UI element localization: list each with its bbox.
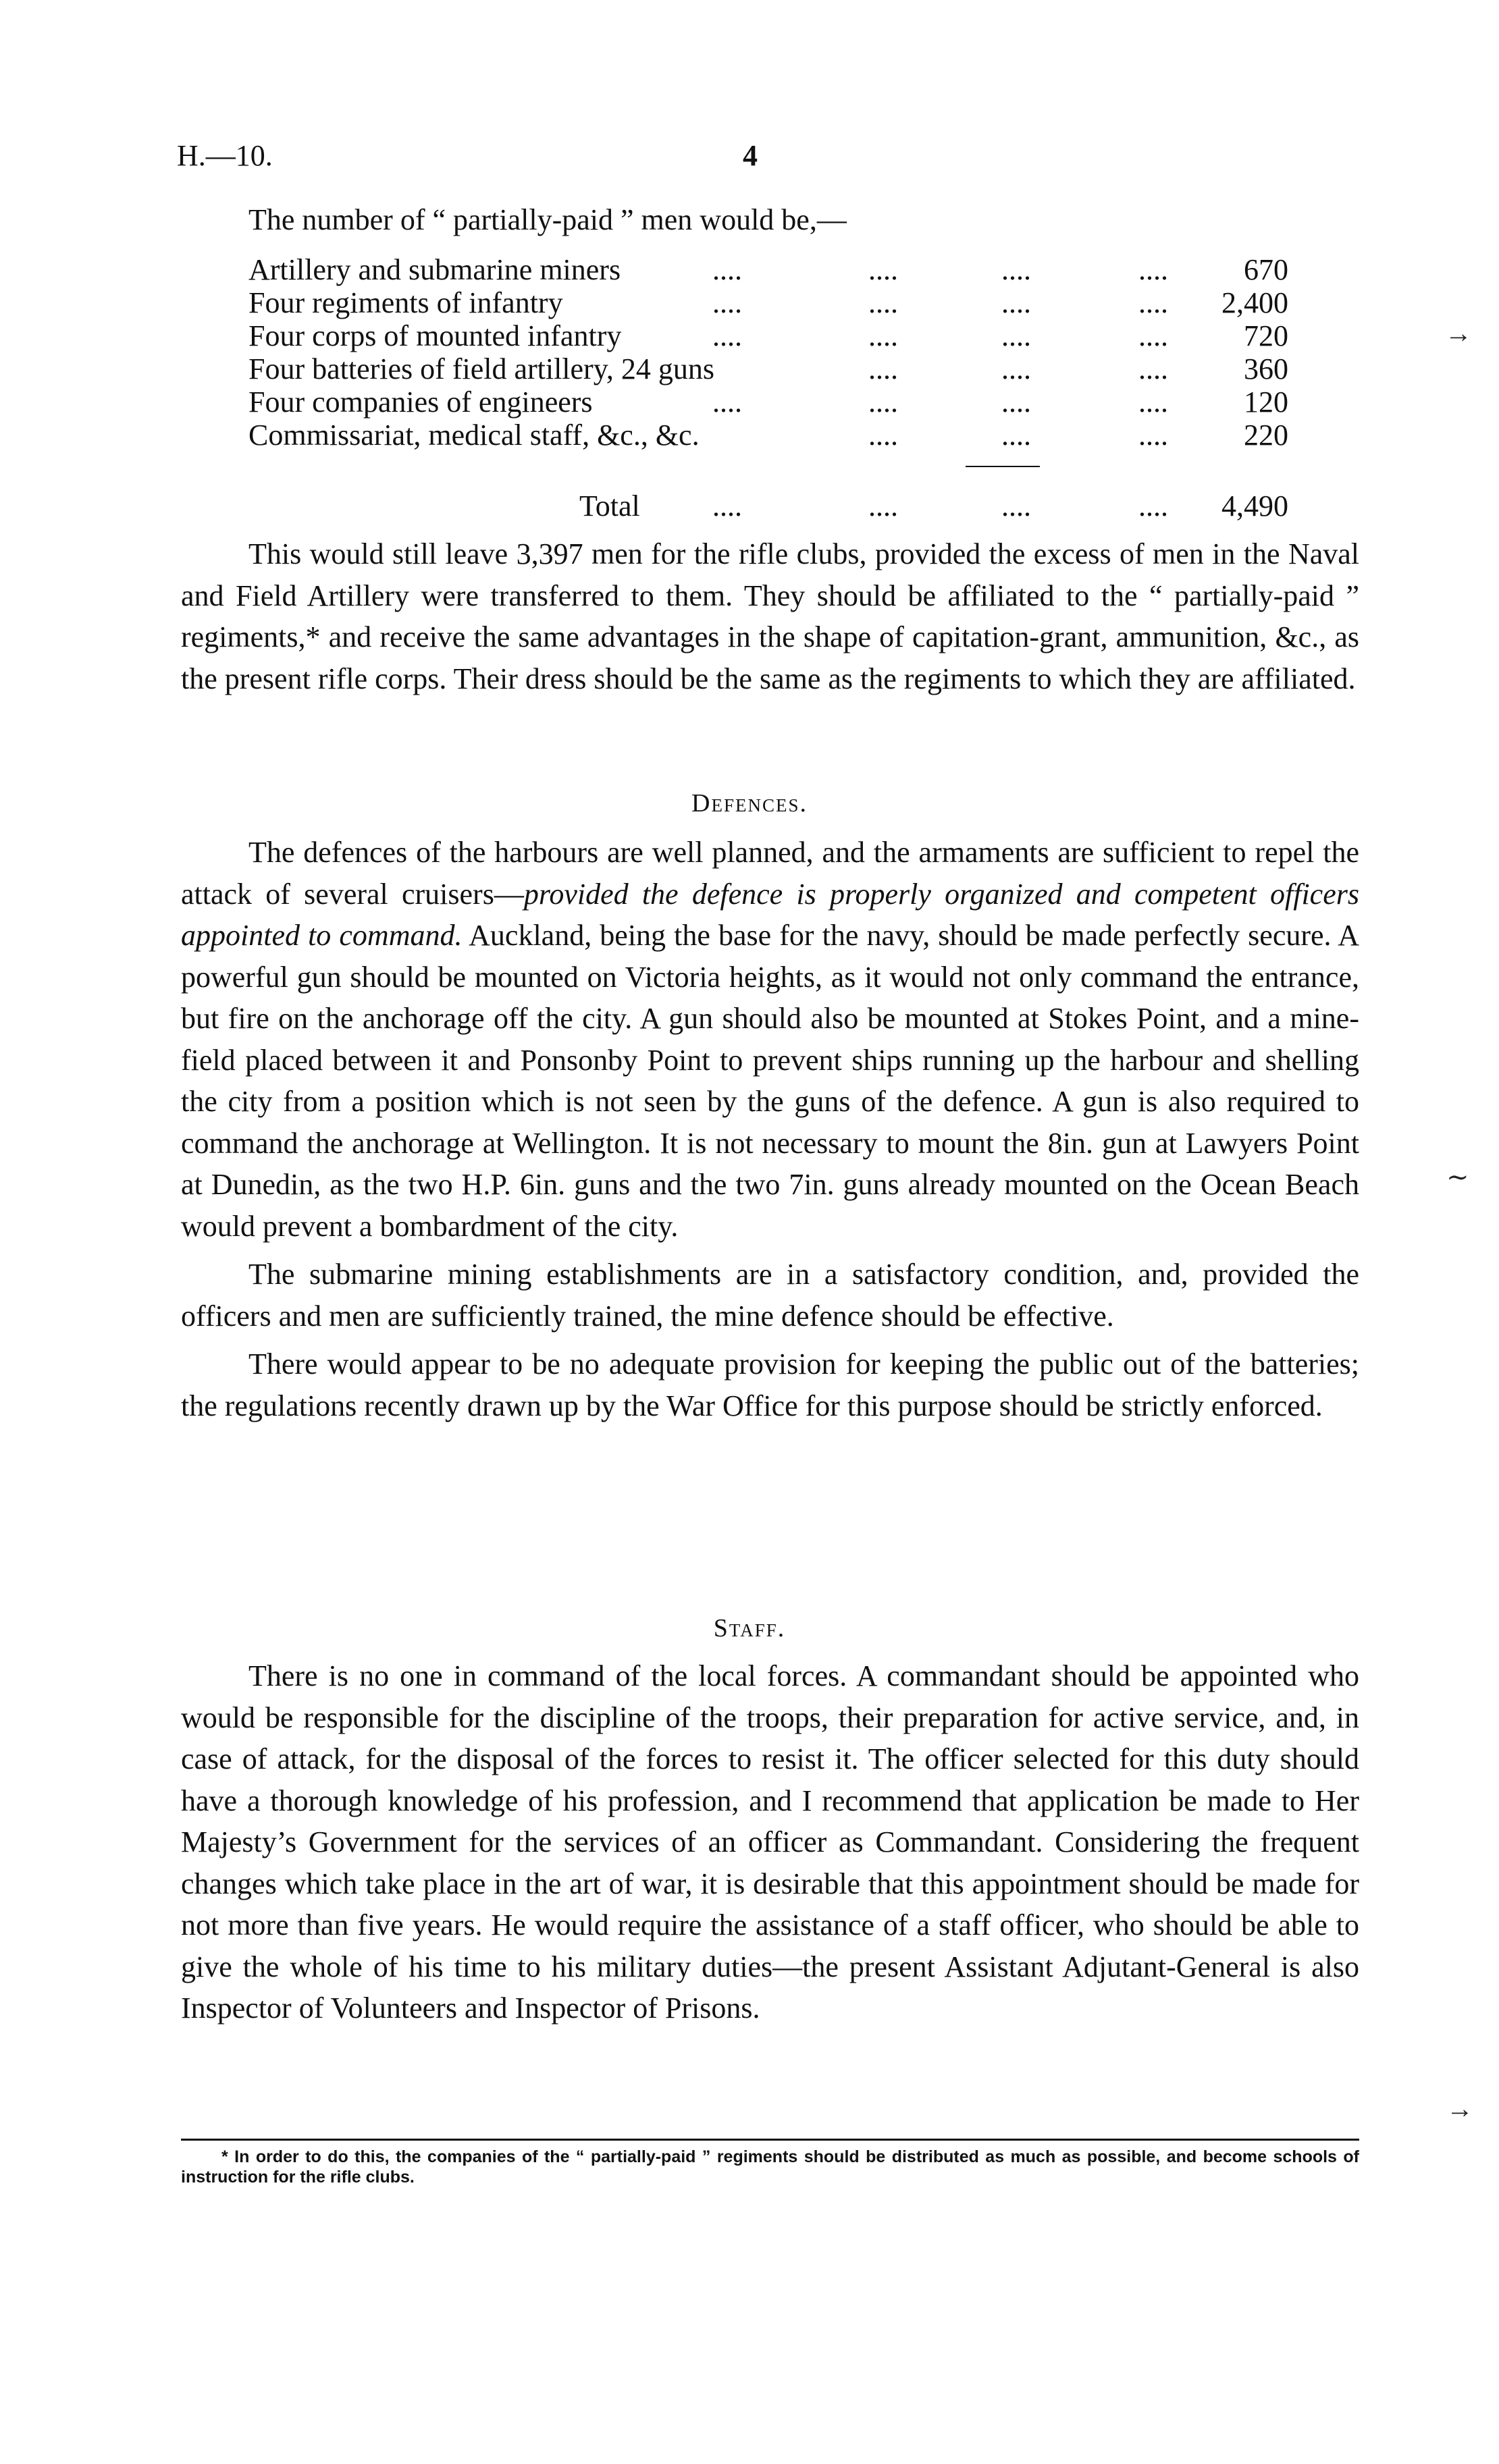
paragraph (181, 832, 1359, 1247)
table-row (248, 385, 1288, 419)
total-row (248, 487, 1288, 525)
leader-dots: .... (1138, 489, 1168, 523)
leader-dots: .... (712, 253, 742, 286)
table-row (248, 319, 1288, 352)
margin-mark-icon: ∼ (1446, 1162, 1469, 1192)
unit-value: 2,400 (1221, 286, 1288, 319)
text-run: Auckland, being the base for the navy, should be made perfectly secure. A powerful gun should be mounted on Victoria heights, as it would not only command the entrance, but fire on the anchorage off the city. A gun should also be mounted at Stokes Point, and a mine-field placed between it and Ponsonby Point to prevent ships running up the harbour and shelling the city from a position which is not seen by the guns of the defence. A gun is also required to command the anchorage at Wellington. It is not necessary to mount the 8in. gun at Lawyers Point at Dunedin, as the two H.P. 6in. guns and the two 7in. guns already mounted on the Ocean Beach would prevent a bombardment of the city. (181, 919, 1359, 1243)
leader-dots: .... (1138, 385, 1168, 419)
leader-dots: .... (1001, 253, 1031, 286)
section-heading-defences: Defences. (691, 789, 808, 818)
unit-value: 220 (1244, 419, 1288, 452)
intro-line: The number of “ partially-paid ” men would be,— (248, 203, 847, 236)
page-number: 4 (743, 139, 758, 172)
table-row (248, 352, 1288, 385)
leader-dots: .... (712, 489, 742, 523)
unit-value: 670 (1244, 253, 1288, 286)
unit-value: 360 (1244, 352, 1288, 385)
leader-dots: .... (1001, 489, 1031, 523)
leader-dots: .... (1001, 352, 1031, 385)
unit-label: Four batteries of field artillery, 24 guns (248, 352, 714, 385)
margin-mark-icon: → (1446, 2093, 1473, 2124)
leader-dots: .... (712, 385, 742, 419)
leader-dots: .... (868, 385, 898, 419)
text-run: The defences of the harbours are well planned, and the armaments are sufficient to repel the attack of several cruisers— (181, 836, 1359, 911)
leader-dots: .... (868, 352, 898, 385)
unit-label: Artillery and submarine miners (248, 253, 621, 286)
unit-label: Four regiments of infantry (248, 286, 563, 319)
leader-dots: .... (868, 286, 898, 319)
margin-mark-icon: → (1445, 318, 1472, 348)
table-row (248, 419, 1288, 452)
paragraph: The submarine mining establishments are in a satisfactory condition, and, provided the officers and men are sufficiently trained, the mine defence should be effective. (181, 1258, 1359, 1333)
paragraph: This would still leave 3,397 men for the rifle clubs, provided the excess of men in the Naval and Field Artillery were transferred to them. They should be affiliated to the “ partially-paid ” regiments,* and receive the same advantages in the shape of capitation-grant, ammunition, &c., as the present rifle corps. Their dress should be the same as the regiments to which they are affiliated. (181, 537, 1359, 695)
table-row (248, 253, 1288, 286)
total-label: Total (579, 489, 640, 523)
table-row (248, 286, 1288, 319)
leader-dots: .... (1001, 419, 1031, 452)
leader-dots: .... (868, 253, 898, 286)
leader-dots: .... (1001, 319, 1031, 352)
defences-section (181, 832, 1359, 1426)
leader-dots: .... (1138, 319, 1168, 352)
leader-dots: .... (1001, 385, 1031, 419)
unit-label: Four companies of engineers (248, 385, 593, 419)
unit-value: 120 (1244, 385, 1288, 419)
footnote: * In order to do this, the companies of the “ partially-paid ” regiments should be distributed as much as possible, and become schools of instruction for the rifle clubs. (181, 2147, 1359, 2187)
paragraph: There would appear to be no adequate provision for keeping the public out of the batteries; the regulations recently drawn up by the War Office for this purpose should be strictly enforced. (181, 1347, 1359, 1422)
paragraph: There is no one in command of the local forces. A commandant should be appointed who would be responsible for the discipline of the troops, their preparation for active service, and, in case of attack, for the disposal of the forces to resist it. The officer selected for this duty should have a thorough knowledge of his profession, and I recommend that application be made to Her Majesty’s Government for the services of an officer as Commandant. Considering the frequent changes which take place in the art of war, it is desirable that this appointment should be made for not more than five years. He would require the assistance of a staff officer, who should be able to give the whole of his time to his military duties—the present Assistant Adjutant-General is also Inspector of Volunteers and Inspector of Prisons. (181, 1659, 1359, 2025)
leader-dots: .... (1138, 253, 1168, 286)
leader-dots: .... (712, 286, 742, 319)
partially-paid-men-table (248, 253, 1288, 452)
staff-section (181, 1655, 1359, 2029)
leader-dots: .... (1001, 286, 1031, 319)
document-reference: H.—10. (177, 139, 273, 172)
footnote-rule (181, 2139, 1359, 2141)
unit-label: Four corps of mounted infantry (248, 319, 622, 352)
unit-label: Commissariat, medical staff, &c., &c. (248, 419, 700, 452)
unit-value: 720 (1244, 319, 1288, 352)
leader-dots: .... (868, 489, 898, 523)
leader-dots: .... (1138, 419, 1168, 452)
leader-dots: .... (1138, 352, 1168, 385)
leader-dots: .... (868, 319, 898, 352)
total-rule (966, 466, 1040, 467)
leader-dots: .... (868, 419, 898, 452)
leader-dots: .... (1138, 286, 1168, 319)
leader-dots: .... (712, 319, 742, 352)
rifle-clubs-section (181, 533, 1359, 699)
italic-text: provided the defence is properly organized and competent officers appointed to command. (181, 877, 1359, 952)
section-heading-staff: Staff. (713, 1614, 786, 1642)
total-value: 4,490 (1221, 489, 1288, 523)
